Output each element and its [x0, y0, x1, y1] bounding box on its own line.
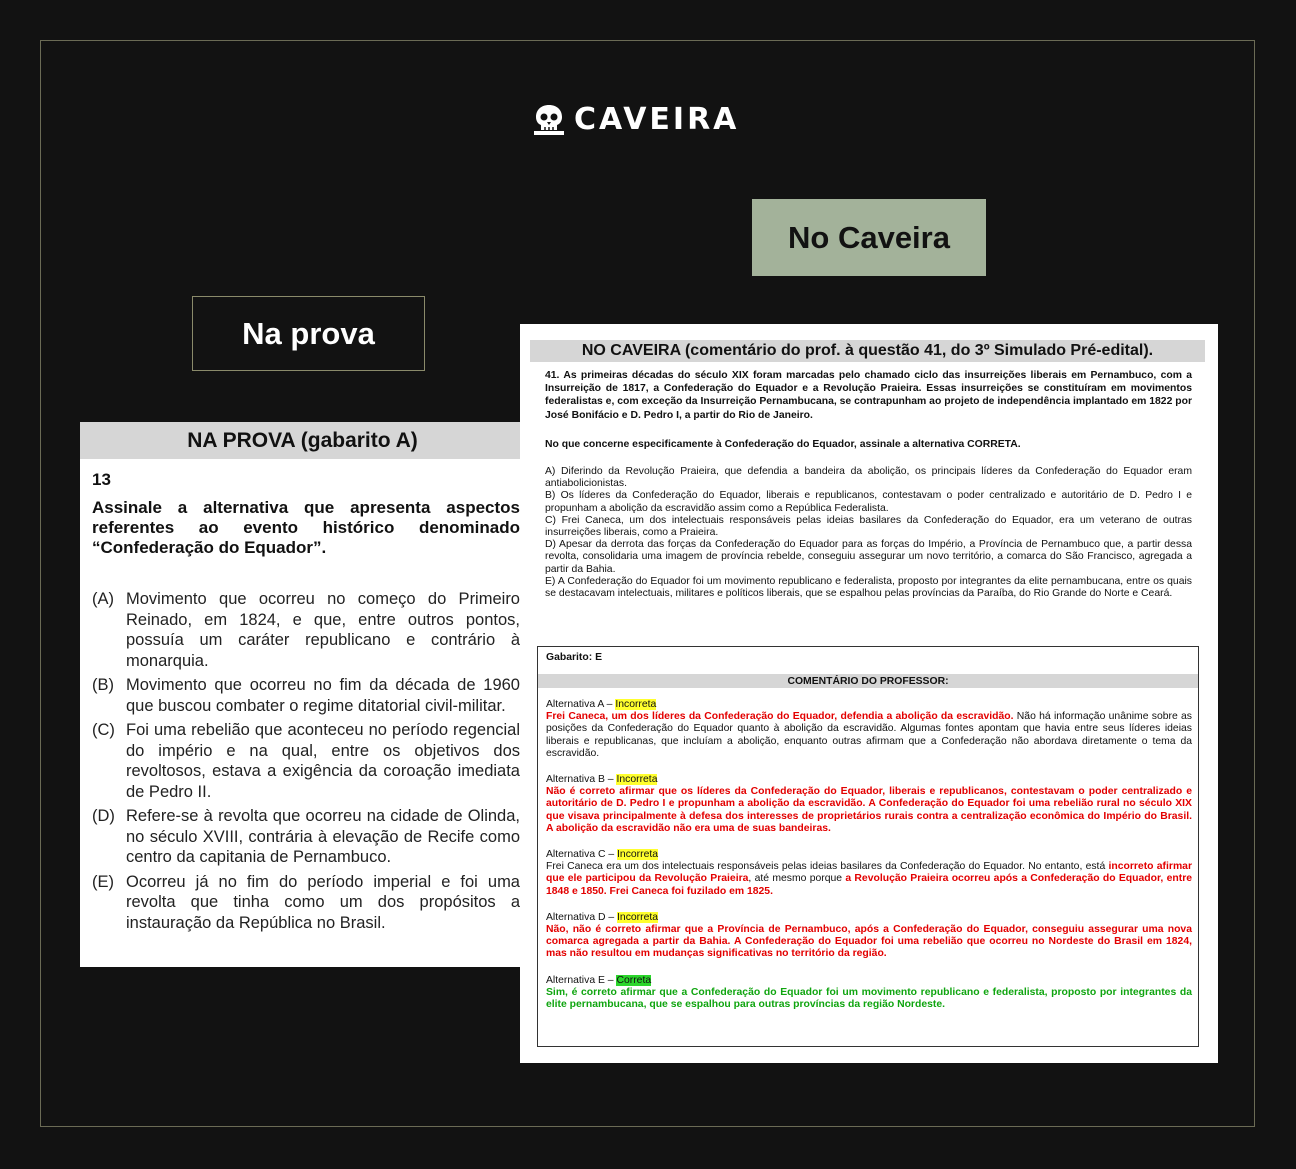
option-d — [92, 806, 520, 868]
alternative-list — [545, 466, 1192, 600]
option-text: Movimento que ocorreu no fim da década de 1960 que buscou combater o regime ditatorial civil-militar. — [126, 676, 520, 715]
option-letter: (A) — [92, 590, 114, 608]
option-letter: (C) — [92, 721, 115, 739]
comment-label: Alternativa B – — [546, 774, 614, 786]
comment-red-text: Frei Caneca, um dos líderes da Confederação do Equador, defendia a abolição da escravidão. — [546, 711, 1014, 723]
comment-text: Não há informação unânime sobre as posições da Confederação do Equador quanto à abolição da escravidão. Algumas fontes apontam que havia entre seus líderes ideias liberais e republicanas, que incluíam a abolição, enquanto outras afirmam que a Confederação não abordava diretamente o tema da escravidão. — [546, 711, 1192, 759]
comment-text: Frei Caneca era um dos intelectuais responsáveis pelas ideias basilares da Confederação do Equador. No entanto, está — [546, 861, 1109, 873]
option-letter: (B) — [92, 676, 114, 694]
option-text: Refere-se à revolta que ocorreu na cidade de Olinda, no século XVIII, contrária à elevação de Recife como centro da capitania de Pernambuco. — [126, 807, 520, 866]
commentary-header: COMENTÁRIO DO PROFESSOR: — [538, 674, 1198, 688]
alternative-b: B) Os líderes da Confederação do Equador, liberais e republicanos, contestavam o poder centralizado e autoritário de D. Pedro I e propunham a abolição da escravidão assim como a República Federalista. — [545, 490, 1192, 514]
status-badge: Incorreta — [616, 774, 658, 786]
brand-name: CAVEIRA — [574, 102, 740, 137]
comment-label: Alternativa D – — [546, 911, 615, 923]
status-badge: Incorreta — [617, 849, 659, 861]
exam-question-document — [80, 422, 525, 967]
brand-logo — [532, 100, 739, 140]
option-e — [92, 872, 520, 934]
question-stem: Assinale a alternativa que apresenta aspectos referentes ao evento histórico denominado “Confederação do Equador”. — [92, 498, 520, 557]
caveira-header: NO CAVEIRA (comentário do prof. à questão 41, do 3º Simulado Pré-edital). — [530, 340, 1205, 362]
comment-text: , até mesmo porque — [748, 873, 846, 885]
comment-e — [546, 975, 1192, 1012]
alternative-d: D) Apesar da derrota das forças da Confederação do Equador para as forças do Império, a Província de Pernambuco que, a partir dessa revolta, consolidaria uma imagem de província rebelde, conseguiu assegurar um novo território, a comarca do São Francisco, agregada a partir da Bahia. — [545, 539, 1192, 575]
option-text: Movimento que ocorreu no começo do Primeiro Reinado, em 1824, e que, entre outros pontos, possuía um caráter republicano e contrário à monarquia. — [126, 590, 520, 670]
status-badge: Correta — [616, 974, 652, 986]
status-badge: Incorreta — [615, 699, 657, 710]
comment-b — [546, 774, 1192, 835]
answer-commentary-box — [537, 646, 1199, 1047]
comment-red-text: Não é correto afirmar que os líderes da Confederação do Equador, liberais e republicanos, contestavam o poder centralizado e autoritário de D. Pedro I e propunham a abolição da escravidão. A Confederação do Equador foi uma rebelião rural no século XIX que visava principalmente à defesa dos interesses de proprietários rurais contra a centralização econômica do Império do Brasil. A abolição da escravidão não era uma de suas bandeiras. — [546, 786, 1192, 834]
comment-d — [546, 912, 1192, 961]
question-number: 13 — [92, 470, 111, 489]
option-list — [92, 589, 520, 937]
question-41-text: 41. As primeiras décadas do século XIX foram marcadas pelo chamado ciclo das insurreições liberais em Pernambuco, com a Insurreição de 1817, a Confederação do Equador e a Revolução Praieira. Essas insurreições se constituíram em movimentos federalistas e, com exceção da Insurreição Pernambucana, se contrapunham ao projeto de independência implantado em 1822 por José Bonifácio e D. Pedro I, a partir do Rio de Janeiro. — [545, 370, 1192, 421]
alternative-c: C) Frei Caneca, um dos intelectuais responsáveis pelas ideias basilares da Confederação do Equador, era um veterano de outras insurreições liberais, como a Praieira. — [545, 514, 1192, 539]
exam-header: NA PROVA (gabarito A) — [80, 422, 525, 459]
option-c — [92, 720, 520, 802]
caveira-question-document — [520, 324, 1218, 1063]
comment-label: Alternativa E – — [546, 974, 614, 986]
comment-c — [546, 849, 1192, 898]
tag-no-caveira: No Caveira — [752, 199, 986, 276]
alternative-a: A) Diferindo da Revolução Praieira, que defendia a bandeira da abolição, os principais líderes da Confederação do Equador eram antiabolicionistas. — [545, 466, 1192, 490]
comment-a — [546, 699, 1192, 760]
answer-key: Gabarito: E — [546, 652, 603, 663]
comment-red-text: Não, não é correto afirmar que a Província de Pernambuco, após a Confederação do Equador, conseguiu assegurar uma nova comarca agregada a partir da Bahia. A Confederação do Equador foi uma rebelião que ocorreu no Nordeste do Brasil em 1824, mas não resultou em mudanças significativas no território da região. — [546, 924, 1192, 960]
question-41-prompt: No que concerne especificamente à Confederação do Equador, assinale a alternativa CORRETA. — [545, 439, 1021, 450]
comment-label: Alternativa C – — [546, 849, 615, 861]
skull-icon — [532, 103, 566, 137]
option-letter: (D) — [92, 807, 115, 825]
comment-red-text: a Revolução Praieira ocorreu após a Confederação do Equador, entre 1848 e 1850. Frei Caneca foi fuzilado em 1825. — [546, 873, 1193, 897]
comment-label: Alternativa A – — [546, 699, 613, 710]
commentary-list — [546, 699, 1192, 1025]
option-a — [92, 589, 520, 671]
alternative-e: E) A Confederação do Equador foi um movimento republicano e federalista, proposto por integrantes da elite pernambucana, entre os quais se destacavam intelectuais, militares e políticos liberais, que se espalhou pelas províncias da Paraíba, do Rio Grande do Norte e Ceará. — [545, 575, 1192, 600]
option-b — [92, 675, 520, 716]
comment-red-text: incorreto afirmar que ele participou da Revolução Praieira — [546, 861, 1193, 885]
option-letter: (E) — [92, 872, 114, 891]
option-text: Ocorreu já no fim do período imperial e foi uma revolta que tinha como um dos propósitos a instauração da República no Brasil. — [126, 872, 520, 932]
status-badge: Incorreta — [617, 911, 659, 923]
option-text: Foi uma rebelião que aconteceu no período regencial do império e na qual, entre os objetivos dos revoltosos, estava a exigência da coroação imediata de Pedro II. — [126, 721, 520, 801]
tag-na-prova: Na prova — [192, 296, 425, 371]
comment-green-text: Sim, é correto afirmar que a Confederação do Equador foi um movimento republicano e federalista, proposto por integrantes da elite pernambucana, que se espalhou para outras províncias da região Nordeste. — [546, 986, 1192, 1011]
